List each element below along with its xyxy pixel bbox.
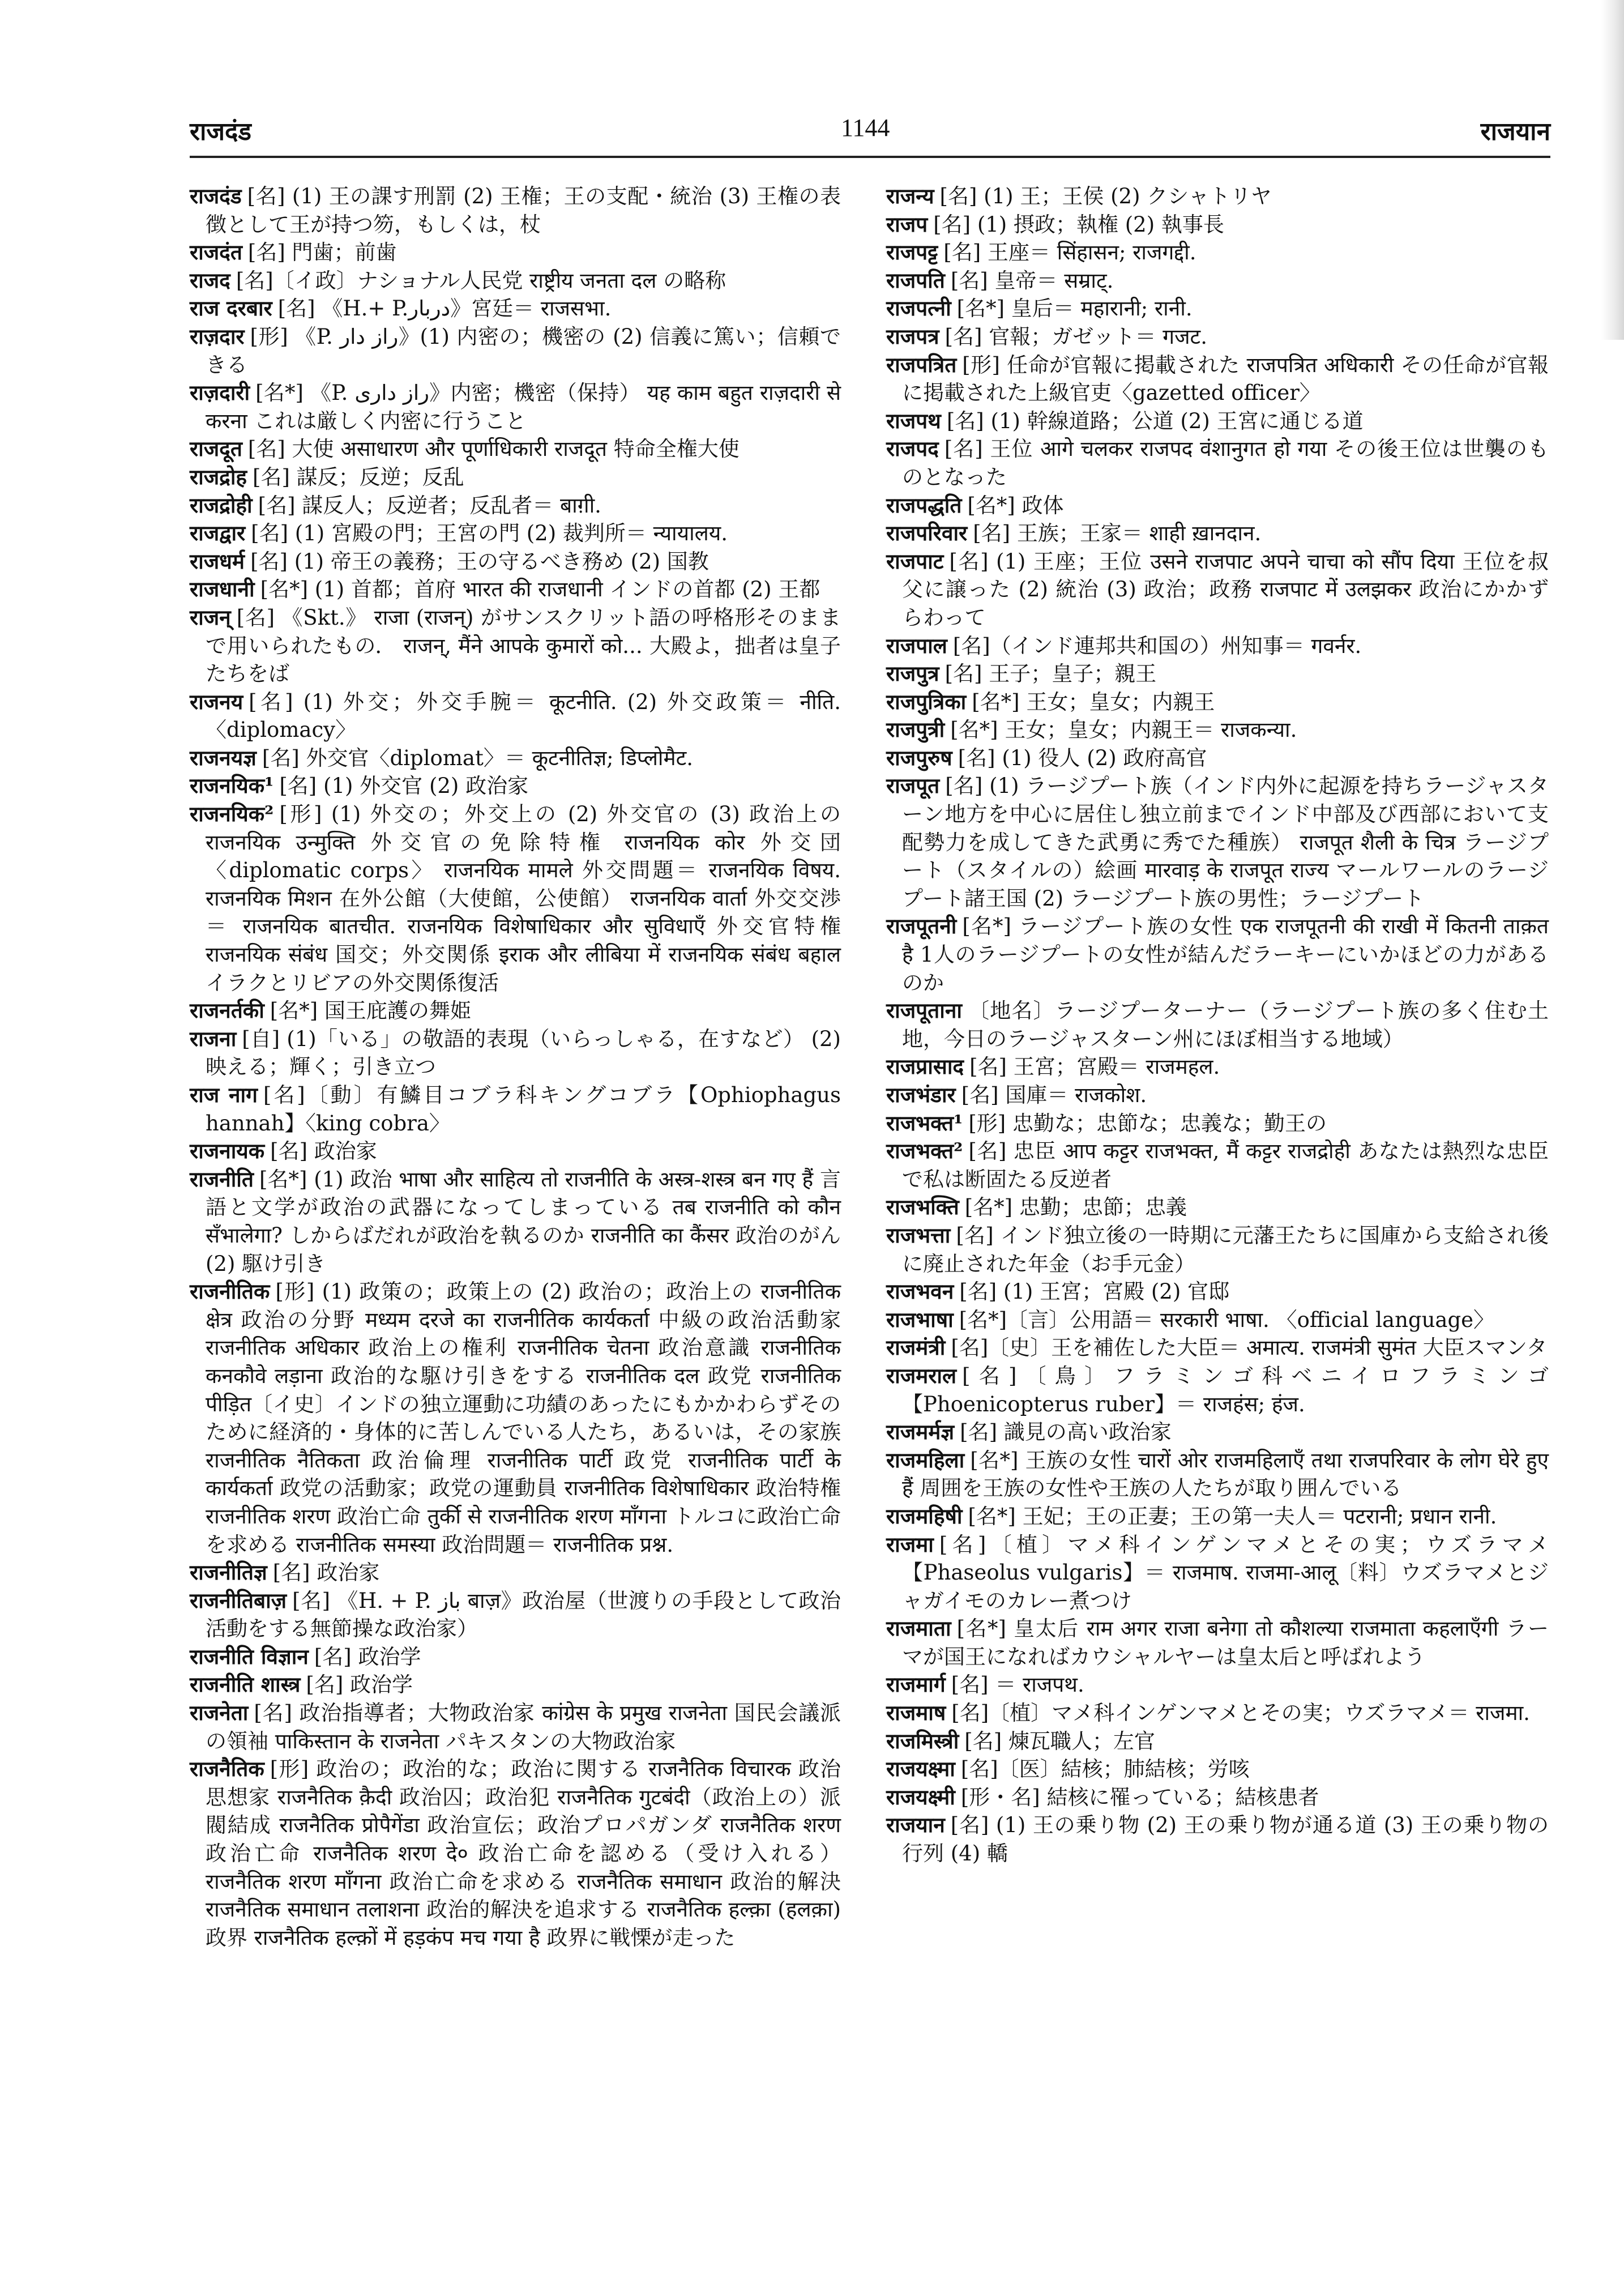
dictionary-entry: [886, 912, 1549, 997]
page-number: 1144: [841, 114, 890, 142]
dictionary-entry: [886, 1362, 1549, 1418]
dictionary-entry: [886, 435, 1549, 491]
definition: [名] (1) 幹線道路；公道 (2) 王宮に通じる道: [946, 408, 1364, 433]
definition: [名] (1) 王座；王位 उसने राजपाट अपने चाचा को सौंप दिया 王位を叔父に譲った (2) 統治 (3) 政治；政務 राजपाट में उलझकर 政治にかかずらわって: [902, 549, 1549, 630]
dictionary-entry: [886, 492, 1549, 520]
dictionary-entry: [190, 379, 841, 435]
dictionary-entry: [190, 1166, 841, 1278]
dictionary-entry: [190, 604, 841, 688]
headword: राजपत्नी: [886, 296, 951, 321]
left-column: [190, 182, 841, 1952]
dictionary-entry: [886, 238, 1549, 267]
dictionary-entry: [886, 997, 1549, 1053]
headword: राजभंडार: [886, 1082, 956, 1107]
headword: राजपति: [886, 267, 945, 293]
headword: राजपद: [886, 436, 939, 462]
headword: राजनय: [190, 689, 243, 714]
definition: [名*] 《P. راز داری》内密；機密（保持） यह काम बहुत राज़दारी से करना これは厳しく内密に行うこと: [206, 381, 841, 433]
dictionary-entry: [886, 1503, 1549, 1531]
dictionary-entry: [886, 1699, 1549, 1727]
definition: [名] 王座＝ सिंहासन; राजगद्दी.: [943, 240, 1196, 265]
dictionary-entry: [886, 1418, 1549, 1446]
dictionary-entry: [886, 267, 1549, 295]
headword: राजनेता: [190, 1700, 249, 1726]
definition: [名]（インド連邦共和国の）州知事＝ गवर्नर.: [952, 633, 1362, 658]
headword: राजयान: [886, 1812, 945, 1838]
dictionary-entry: [190, 1559, 841, 1587]
dictionary-entry: [886, 1727, 1549, 1756]
headword: राजनीति विज्ञान: [190, 1644, 309, 1669]
dictionary-entry: [886, 1278, 1549, 1306]
headword: राजपाट: [886, 548, 944, 574]
definition: [名] 政治学: [314, 1644, 421, 1669]
definition: [名] (1) ラージプート族（インド内外に起源を持ちラージャスターン地方を中心に居住し独立前までインド中部及び西部において支配勢力を成してきた武勇に秀でた種族） राजपूत शैली के चित्र ラージプート（スタイルの）絵画 मारवाड़ के राजपूत राज्य マールワールのラージプート諸王国 (2) ラージプート族の男性；ラージプート: [902, 774, 1549, 911]
definition: [名]〔鳥〕フラミンゴ科ベニイロフラミンゴ【Phoenicopterus ruber】＝ राजहंस; हंज.: [902, 1363, 1549, 1416]
definition: [名] 識見の高い政治家: [960, 1420, 1172, 1445]
headword: राजनयिक²: [190, 801, 274, 827]
definition: [名] (1) 王；王侯 (2) クシャトリヤ: [939, 184, 1272, 208]
definition: [名] (1) 王の課す刑罰 (2) 王権；王の支配・統治 (3) 王権の表徴として王が持つ笏，もしくは，杖: [206, 184, 841, 237]
dictionary-entry: [190, 1671, 841, 1699]
dictionary-entry: [190, 1643, 841, 1671]
definition: [名*] (1) 政治 भाषा और साहित्य तो राजनीति के अस्त्र-शस्त्र बन गए हैं 言語と文学が政治の武器になってしまっている तब राजनीति को कौन सँभालेगा? しからばだれが政治を執るのか राजनीति का कैंसर 政治のがん (2) 駆け引き: [206, 1167, 841, 1276]
dictionary-entry: [886, 660, 1549, 688]
headword: राजनयज्ञ: [190, 745, 257, 770]
headword: राजनीति: [190, 1166, 254, 1192]
headword: राजद: [190, 267, 230, 293]
headword: राजप: [886, 211, 928, 237]
definition: [名] 政治家: [272, 1560, 380, 1585]
dictionary-entry: [886, 1334, 1549, 1362]
definition: [形] 任命が官報に掲載された राजपत्रित अधिकारी その任命が官報に掲載された上級官吏〈gazetted officer〉: [902, 352, 1549, 406]
dictionary-entry: [886, 351, 1549, 407]
definition: [名] (1) 帝王の義務；王の守るべき務め (2) 国教: [250, 549, 709, 574]
definition: [名] (1) 外交官 (2) 政治家: [279, 774, 529, 799]
definition: [名] インド独立後の一時期に元藩王たちに国庫から支給され後に廃止された年金（お手元金）: [902, 1223, 1549, 1276]
headword: राजदूत: [190, 436, 242, 462]
dictionary-entry: [190, 1025, 841, 1081]
definition: [形] 政治の；政治的な；政治に関する राजनैतिक विचारक 政治思想家 राजनैतिक क़ैदी 政治囚；政治犯 राजनैतिक गुटबंदी（政治上の）派閥結成 राजनैतिक प्रोपैगेंडा 政治宣伝；政治プロパガンダ राजनैतिक शरण 政治亡命 राजनैतिक शरण दे० 政治亡命を認める（受け入れる） राजनैतिक शरण माँगना 政治亡命を求める राजनैतिक समाधान 政治的解決 राजनैतिक समाधान तलाशना 政治的解決を追求する राजनैतिक हल्क़ा (हलक़ा) 政界 राजनैतिक हल्क़ों में हड़कंप मच गया है 政界に戦慄が走った: [206, 1757, 841, 1950]
headword: राजमहिला: [886, 1447, 965, 1472]
definition: [名] 皇帝＝ सम्राट्.: [950, 268, 1114, 293]
headword: राजन्: [190, 604, 231, 630]
headword: राजपथ: [886, 408, 941, 433]
dictionary-entry: [886, 1755, 1549, 1783]
headword: राजपुत्री: [886, 717, 945, 742]
headword: राजदंत: [190, 240, 242, 265]
headword: राजमिस्त्री: [886, 1728, 959, 1753]
headword: राजपरिवार: [886, 520, 968, 546]
dictionary-entry: [190, 182, 841, 238]
dictionary-entry: [190, 435, 841, 463]
headword: राजभवन: [886, 1279, 954, 1304]
dictionary-entry: [886, 323, 1549, 351]
dictionary-entry: [886, 1446, 1549, 1503]
headword: राजभक्त²: [886, 1138, 963, 1164]
headword: राजनीतिक: [190, 1279, 270, 1304]
dictionary-entry: [886, 1193, 1549, 1222]
dictionary-entry: [190, 1137, 841, 1166]
headword: राजपत्र: [886, 323, 939, 349]
headword: राजपाल: [886, 633, 947, 658]
definition: [名] 謀反；反逆；反乱: [253, 464, 464, 489]
definition: [名*] ラージプート族の女性 एक राजपूतनी की राखी में कितनी ताक़त है 1人のラージプートの女性が結んだラーキーにいかほどの力があるのか: [902, 914, 1549, 995]
dictionary-entry: [190, 575, 841, 604]
definition: [名]〔イ政〕ナショナル人民党 राष्ट्रीय जनता दल の略称: [236, 268, 726, 293]
dictionary-entry: [190, 294, 841, 323]
definition: [名] 政治指導者；大物政治家 कांग्रेस के प्रमुख राजनेता 国民会議派の領袖 पाकिस्तान के राजनेता パキスタンの大物政治家: [206, 1701, 841, 1753]
definition: [名] 官報；ガゼット＝ गजट.: [945, 324, 1207, 349]
definition: [名] (1) 王の乗り物 (2) 王の乗り物が通る道 (3) 王の乗り物の行列 (4) 轎: [902, 1813, 1549, 1866]
definition: [名]〔植〕マメ科インゲンマメとその実；ウズラマメ＝ राजमा.: [951, 1701, 1530, 1726]
headword: राजनीतिज्ञ: [190, 1560, 267, 1585]
headword: राजद्रोह: [190, 464, 247, 489]
definition: [名] (1) 役人 (2) 政府高官: [958, 745, 1207, 770]
definition: [形] 《P. راز دار》(1) 内密の；機密の (2) 信義に篤い；信頼できる: [206, 324, 841, 377]
definition: [形] 忠勤な；忠節な；忠義な；勤王の: [968, 1111, 1327, 1136]
headword: राजद्रोही: [190, 492, 253, 518]
headword: राजद्वार: [190, 520, 246, 546]
headword: राजपूतनी: [886, 914, 957, 939]
definition: [名] (1) 摂政；執権 (2) 執事長: [933, 212, 1224, 237]
headword: राजमराल: [886, 1363, 957, 1388]
dictionary-entry: [190, 772, 841, 800]
definition: [名*] 国王庇護の舞姫: [270, 998, 471, 1023]
definition: [名] 大使 असाधारण और पूर्णाधिकारी राजदूत 特命全権大使: [247, 437, 740, 462]
headword: राजनीति शास्त्र: [190, 1672, 301, 1697]
definition: [名] 《H.+ P.دربار》宮廷＝ राजसभा.: [277, 296, 612, 321]
header-rule: [190, 156, 1550, 158]
definition: [名*] 王女；皇女；内親王＝ राजकन्या.: [950, 718, 1297, 742]
header-guide-word-right: राजयान: [1480, 117, 1550, 146]
definition: [形] (1) 外交の；外交上の (2) 外交官の (3) 政治上の राजनयिक उन्मुक्ति 外交官の免除特権 राजनयिक कोर 外交団〈diplomatic corps〉 राजनयिक मामले 外交問題＝ राजनयिक विषय. राजनयिक मिशन 在外公館（大使館，公使館） राजनयिक वार्ता 外交交渉＝ राजनयिक बातचीत. राजनयिक विशेषाधिकार और सुविधाएँ 外交官特権 राजनयिक संबंध 国交；外交関係 इराक और लीबिया में राजनयिक संबंध बहाल イラクとリビアの外交関係復活: [206, 802, 841, 995]
definition: [名] 王族；王家＝ शाही ख़ानदान.: [973, 521, 1262, 546]
definition: [名]〔動〕有鱗目コブラ科キングコブラ【Ophiophagus hannah】〈king cobra〉: [206, 1083, 841, 1136]
dictionary-entry: [886, 1811, 1549, 1867]
dictionary-entry: [886, 1531, 1549, 1615]
dictionary-entry: [886, 716, 1549, 744]
definition: [名] 政治家: [270, 1139, 377, 1164]
definition: [名*] (1) 首都；首府 भारत की राजधानी インドの首都 (2) 王都: [260, 577, 820, 602]
dictionary-entry: [190, 1755, 841, 1952]
headword: राजदंड: [190, 183, 242, 208]
definition: [名] 《Skt.》 राजा (राजन्) がサンスクリット語の呼格形そのままで用いられたもの． राजन्, मैंने आपके कुमारों को... 大殿よ，拙者は皇子たちをば: [206, 605, 841, 686]
definition: [名*] 皇后＝ महारानी; रानी.: [956, 296, 1193, 321]
headword: राजनायक: [190, 1138, 265, 1164]
dictionary-entry: [886, 211, 1549, 239]
dictionary-entry: [886, 1137, 1549, 1193]
definition: [名]〔史〕王を補佐した大臣＝ अमात्य. राजमंत्री सुमंत 大臣スマンタ: [951, 1335, 1548, 1360]
dictionary-entry: [886, 1306, 1549, 1334]
definition: [自] (1)「いる」の敬語的表現（いらっしゃる，在すなど） (2) 映える；輝く；引き立つ: [206, 1026, 841, 1079]
dictionary-entry: [886, 294, 1549, 323]
dictionary-entry: [886, 772, 1549, 912]
dictionary-entry: [886, 1222, 1549, 1278]
dictionary-entry: [190, 238, 841, 267]
dictionary-entry: [190, 688, 841, 744]
headword: राजपुत्रिका: [886, 689, 967, 714]
dictionary-entry: [190, 1081, 841, 1137]
definition: [形・名] 結核に罹っている；結核患者: [960, 1785, 1319, 1809]
headword: राजमाता: [886, 1616, 951, 1641]
definition: [名] 王宮；宮殿＝ राजमहल.: [969, 1055, 1220, 1079]
dictionary-entry: [886, 1783, 1549, 1812]
dictionary-entry: [886, 1053, 1549, 1081]
definition: [名*] 王族の女性 चारों ओर राजमहिलाएँ तथा राजपरिवार के लोग घेरे हुए हैं 周囲を王族の女性や王族の人たちが取り囲んでいる: [902, 1448, 1549, 1501]
definition: [名*] 王妃；王の正妻；王の第一夫人＝ पटरानी; प्रधान रानी.: [968, 1504, 1497, 1529]
dictionary-entry: [190, 267, 841, 295]
headword: राजभत्ता: [886, 1222, 951, 1248]
definition: [名] 門歯；前歯: [247, 240, 397, 265]
definition: [名*] 王女；皇女；内親王: [972, 689, 1215, 714]
dictionary-entry: [190, 997, 841, 1025]
headword: राजपत्रित: [886, 352, 957, 377]
headword: राजयक्ष्मा: [886, 1756, 955, 1782]
definition: [名*]〔言〕公用語＝ सरकारी भाषा. 〈official language〉: [959, 1307, 1495, 1332]
dictionary-entry: [886, 688, 1549, 716]
dictionary-entry: [190, 800, 841, 997]
headword: राजभक्त¹: [886, 1110, 963, 1136]
headword: राजमाष: [886, 1700, 946, 1726]
dictionary-entry: [886, 407, 1549, 436]
dictionary-entry: [190, 492, 841, 520]
dictionary-entry: [886, 519, 1549, 548]
definition: [名] (1) 宮殿の門；王宮の門 (2) 裁判所＝ न्यायालय.: [251, 521, 728, 546]
headword: राजमार्ग: [886, 1672, 946, 1697]
header-guide-word-left: राजदंड: [190, 117, 251, 146]
headword: राजमा: [886, 1531, 934, 1557]
definition: [名] 忠臣 आप कट्टर राजभक्त, मैं कट्टर राजद्रोही あなたは熱烈な忠臣で私は断固たる反逆者: [902, 1139, 1549, 1192]
definition: [名] 政治学: [306, 1672, 413, 1697]
dictionary-entry: [886, 1109, 1549, 1138]
headword: राजप्रासाद: [886, 1054, 964, 1079]
headword: राजधानी: [190, 577, 255, 602]
headword: राज़दारी: [190, 380, 250, 406]
dictionary-entry: [190, 1587, 841, 1643]
headword: राजपुरुष: [886, 745, 952, 770]
definition: [名]〔植〕マメ科インゲンマメとその実；ウズラマメ【Phaseolus vulgaris】＝ राजमाष. राजमा-आलू〔料〕ウズラマメとジャガイモのカレー煮つけ: [902, 1532, 1549, 1613]
headword: राजन्य: [886, 183, 934, 208]
definition: [名*] 忠勤；忠節；忠義: [964, 1195, 1187, 1220]
headword: राजनीतिबाज़: [190, 1587, 287, 1613]
definition: [名] 《H. + P. باز बाज़》政治屋（世渡りの手段として政治活動をする無節操な政治家）: [206, 1588, 841, 1641]
definition: [名] (1) 王宮；宮殿 (2) 官邸: [959, 1279, 1230, 1304]
definition: [名]〔医〕結核；肺結核；労咳: [960, 1757, 1250, 1782]
headword: राजपुत्र: [886, 661, 939, 686]
dictionary-entry: [190, 463, 841, 492]
headword: राजनयिक¹: [190, 773, 274, 799]
headword: राजपूत: [886, 773, 940, 799]
dictionary-entry: [190, 744, 841, 772]
definition: [名] 謀反人；反逆者；反乱者＝ बाग़ी.: [258, 493, 601, 518]
dictionary-entry: [190, 1278, 841, 1559]
dictionary-entry: [190, 548, 841, 576]
headword: राजपद्धति: [886, 492, 962, 518]
dictionary-entry: [190, 1699, 841, 1755]
dictionary-entry: [886, 1671, 1549, 1699]
scan-edge-shadow: [1601, 0, 1624, 340]
headword: राजपट्ट: [886, 240, 938, 265]
definition: 〔地名〕ラージプーターナー（ラージプート族の多く住む土地，今日のラージャスターン州にほぼ相当する地域）: [902, 998, 1549, 1051]
dictionary-entry: [190, 323, 841, 379]
headword: राजना: [190, 1026, 237, 1051]
definition: [名*] 皇太后 राम अगर राजा बनेगा तो कौशल्या राजमाता कहलाएँगी ラーマが国王になればカウシャルヤーは皇太后と呼ばれよう: [902, 1616, 1549, 1669]
dictionary-entry: [886, 632, 1549, 660]
headword: राजमंत्री: [886, 1335, 946, 1360]
dictionary-entry: [886, 182, 1549, 211]
headword: राज़दार: [190, 323, 245, 349]
definition: [形] (1) 政策の；政策上の (2) 政治の；政治上の राजनीतिक क्षेत्र 政治の分野 मध्यम दरजे का राजनीतिक कार्यकर्ता 中級の政治活動家 राजनीतिक अधिकार 政治上の権利 राजनीतिक चेतना 政治意識 राजनीतिक कनकौवे लड़ाना 政治的な駆け引きをする राजनीतिक दल 政党 राजनीतिक पीड़ित〔イ史〕インドの独立運動に功績のあったにもかかわらずそのために経済的・身体的に苦しんでいる人たち，あるいは，その家族 राजनीतिक नैतिकता 政治倫理 राजनीतिक पार्टी 政党 राजनीतिक पार्टी के कार्यकर्ता 政党の活動家；政党の運動員 राजनीतिक विशेषाधिकार 政治特権 राजनीतिक शरण 政治亡命 तुर्की से राजनीतिक शरण माँगना トルコに政治亡命を求める राजनीतिक समस्या 政治問題＝ राजनीतिक प्रश्न.: [206, 1279, 841, 1557]
definition: [名] 王位 आगे चलकर राजपद वंशानुगत हो गया その後王位は世襲のものとなった: [902, 437, 1549, 489]
headword: राजमर्मज्ञ: [886, 1419, 955, 1445]
definition: [名] (1) 外交；外交手腕＝ कूटनीति. (2) 外交政策＝ नीति. 〈diplomacy〉: [206, 689, 841, 742]
right-column: [886, 182, 1549, 1868]
definition: [名] 国庫＝ राजकोश.: [961, 1083, 1147, 1107]
headword: राजनैतिक: [190, 1756, 264, 1782]
headword: राजधर्म: [190, 548, 245, 574]
dictionary-entry: [886, 1081, 1549, 1109]
definition: [名] ＝ राजपथ.: [951, 1672, 1084, 1697]
headword: राजभक्ति: [886, 1194, 959, 1220]
headword: राजयक्ष्मी: [886, 1784, 955, 1809]
headword: राज दरबार: [190, 296, 272, 321]
headword: राजनर्तकी: [190, 998, 264, 1023]
dictionary-entry: [886, 548, 1549, 632]
definition: [名] 煉瓦職人；左官: [964, 1728, 1155, 1753]
dictionary-entry: [190, 519, 841, 548]
definition: [名] 王子；皇子；親王: [945, 661, 1157, 686]
headword: राजभाषा: [886, 1307, 954, 1332]
dictionary-entry: [886, 744, 1549, 772]
definition: [名] 外交官〈diplomat〉＝ कूटनीतिज्ञ; डिप्लोमैट.: [262, 745, 694, 770]
headword: राजमहिषी: [886, 1503, 963, 1529]
definition: [名*] 政体: [967, 493, 1064, 518]
headword: राजपूताना: [886, 998, 962, 1023]
headword: राज नाग: [190, 1082, 258, 1107]
dictionary-entry: [886, 1615, 1549, 1671]
